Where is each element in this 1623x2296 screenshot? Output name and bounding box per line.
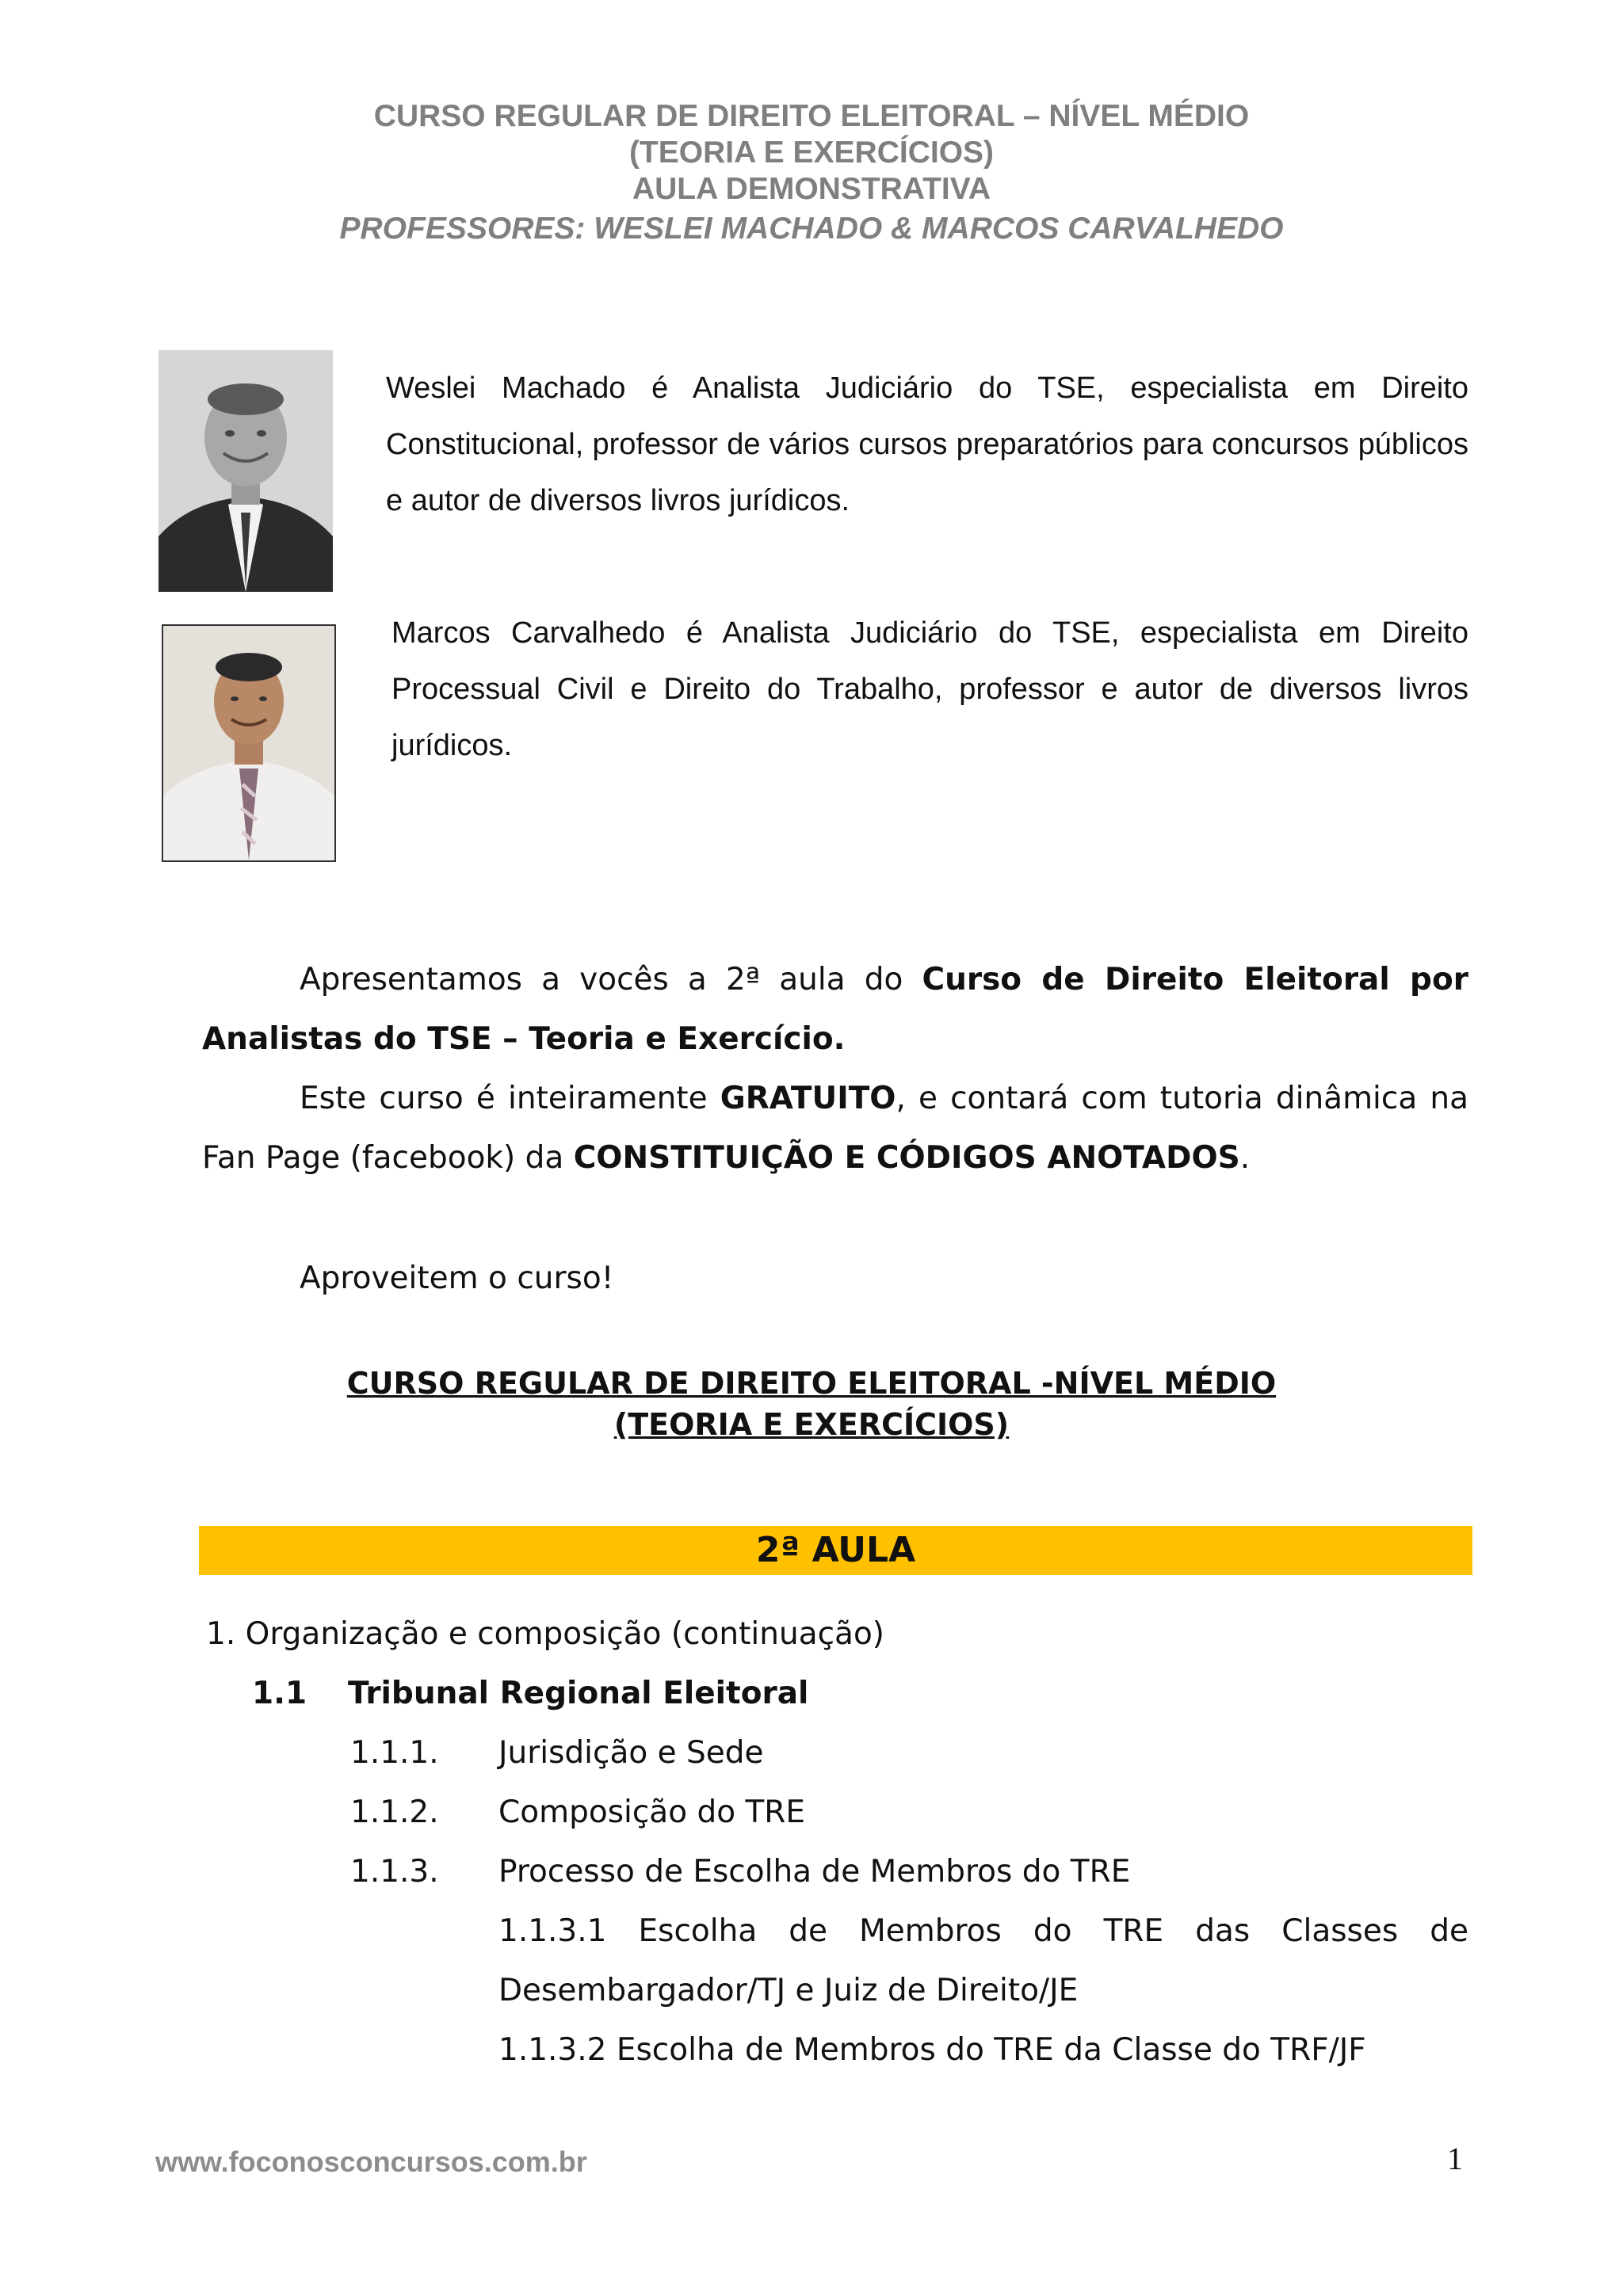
intro-paragraph-1 [202, 950, 1468, 1069]
toc-item-1-label: Organização e composição (continuação) [245, 1616, 885, 1652]
header-professors: PROFESSORES: WESLEI MACHADO & MARCOS CARVALHEDO [339, 212, 1284, 246]
footer-website: www.foconosconcursos.com.br [155, 2145, 587, 2178]
bio-marcos: Marcos Carvalhedo é Analista Judiciário do TSE, especialista em Direito Processual Civil e Direito do Trabalho, professor e autor de diversos livros jurídicos. [391, 616, 1468, 762]
lesson-band: 2ª AULA [199, 1526, 1472, 1575]
toc-item-1-1-1-num: 1.1.1. [350, 1735, 439, 1771]
toc-item-1-1-num: 1.1 [252, 1676, 307, 1711]
toc-item-1-1-1-label: Jurisdição e Sede [498, 1735, 764, 1771]
toc-item-1-1-2-label: Composição do TRE [498, 1794, 806, 1830]
header-course-title: CURSO REGULAR DE DIREITO ELEITORAL – NÍVEL MÉDIO [373, 99, 1250, 133]
header-lesson-type: AULA DEMONSTRATIVA [632, 172, 991, 206]
toc-item-1-1-3-2: 1.1.3.2 Escolha de Membros do TRE da Classe do TRF/JF [498, 2032, 1366, 2068]
section-title: CURSO REGULAR DE DIREITO ELEITORAL -NÍVEL MÉDIO [346, 1366, 1277, 1401]
author-photo-weslei [158, 350, 333, 592]
section-subtitle: (TEORIA E EXERCÍCIOS) [613, 1407, 1010, 1442]
toc-item-1 [206, 1614, 884, 1655]
intro-p2-free: GRATUITO [720, 1081, 896, 1116]
intro-p2-text-a: Este curso é inteiramente [300, 1081, 720, 1116]
toc-item-1-1-3-num: 1.1.3. [350, 1854, 439, 1890]
toc-item-1-1-3-label: Processo de Escolha de Membros do TRE [498, 1854, 1131, 1890]
intro-p2-text-b: , e contará com tutoria dinâmica na Fan Page (facebook) da [202, 1081, 1468, 1176]
toc-item-1-1-3-1: 1.1.3.1 Escolha de Membros do TRE das Classes de Desembargador/TJ e Juiz de Direito/JE [498, 1913, 1468, 2008]
page-number: 1 [1447, 2141, 1463, 2176]
intro-paragraph-3: Aproveitem o curso! [300, 1261, 614, 1296]
header-subtitle: (TEORIA E EXERCÍCIOS) [628, 135, 995, 170]
intro-p1-course-name: Curso de Direito Eleitoral por Analistas do TSE – Teoria e Exercício. [202, 962, 1468, 1057]
toc-item-1-1-2-num: 1.1.2. [350, 1794, 439, 1830]
bio-weslei: Weslei Machado é Analista Judiciário do TSE, especialista em Direito Constitucional, professor de vários cursos preparatórios para concursos públicos e autor de diversos livros jurídicos. [386, 372, 1468, 517]
intro-p2-fanpage: CONSTITUIÇÃO E CÓDIGOS ANOTADOS [573, 1140, 1240, 1176]
toc-item-1-1-label: Tribunal Regional Eleitoral [348, 1676, 809, 1711]
author-photo-marcos [162, 624, 336, 862]
intro-p2-period: . [1239, 1140, 1251, 1176]
intro-p1-text: Apresentamos a vocês a 2ª aula do [300, 962, 922, 997]
intro-paragraph-2 [202, 1069, 1468, 1188]
toc-item-1-num: 1. [206, 1616, 236, 1652]
